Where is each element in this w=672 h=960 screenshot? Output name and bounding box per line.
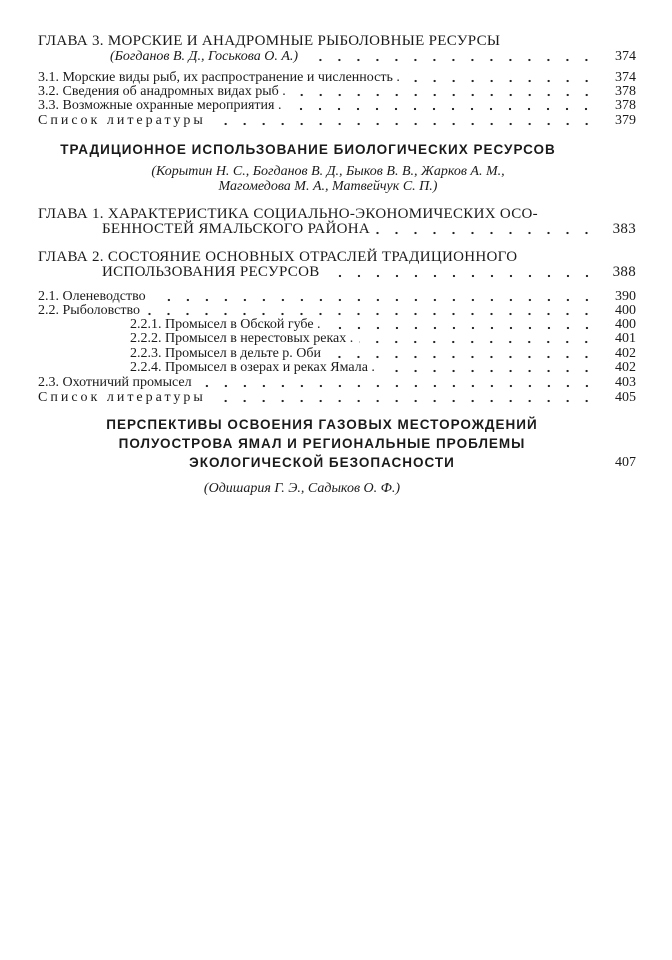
part2-title: ТРАДИЦИОННОЕ ИСПОЛЬЗОВАНИЕ БИОЛОГИЧЕСКИХ РЕСУРСОВ bbox=[60, 142, 556, 157]
ch1-title-1: ГЛАВА 1. ХАРАКТЕРИСТИКА СОЦИАЛЬНО-ЭКОНОМИЧЕСКИХ ОСО- bbox=[38, 206, 538, 222]
ch2-title-2[interactable]: ИСПОЛЬЗОВАНИЯ РЕСУРСОВ 388 bbox=[102, 264, 636, 280]
part2-authors-1: (Корытин Н. С., Богданов В. Д., Быков В. В., Жарков А. М., bbox=[151, 164, 505, 179]
toc-subentry[interactable]: 2.2.3. Промысел в дельте р. Оби 402 bbox=[130, 346, 636, 361]
part3-authors: (Одишария Г. Э., Садыков О. Ф.) bbox=[203, 481, 401, 496]
dot-leader bbox=[212, 399, 596, 403]
dot-leader bbox=[212, 122, 596, 126]
toc-entry-references[interactable]: Список литературы 405 bbox=[38, 390, 636, 405]
toc-entry[interactable]: 2.1. Оленеводство 390 bbox=[38, 289, 636, 304]
part3-title-2: ПОЛУОСТРОВА ЯМАЛ И РЕГИОНАЛЬНЫЕ ПРОБЛЕМЫ bbox=[118, 436, 526, 451]
dot-leader bbox=[327, 326, 596, 330]
ch3-title: ГЛАВА 3. МОРСКИЕ И АНАДРОМНЫЕ РЫБОЛОВНЫЕ РЕСУРСЫ bbox=[38, 33, 501, 49]
dot-leader bbox=[304, 58, 596, 62]
dot-leader bbox=[359, 340, 596, 344]
part2-authors-2: Магомедова М. А., Матвейчук С. П.) bbox=[218, 179, 438, 194]
dot-leader bbox=[152, 298, 596, 302]
toc-entry-references[interactable]: Список литературы 379 bbox=[38, 113, 636, 128]
dot-leader bbox=[146, 312, 596, 316]
toc-subentry[interactable]: 2.2.1. Промысел в Обской губе . 400 bbox=[130, 317, 636, 332]
ch2-title-1: ГЛАВА 2. СОСТОЯНИЕ ОСНОВНЫХ ОТРАСЛЕЙ ТРАДИЦИОННОГО bbox=[38, 249, 518, 265]
toc-entry[interactable]: 3.3. Возможные охранные мероприятия . 378 bbox=[38, 98, 636, 113]
toc-entry[interactable]: 3.1. Морские виды рыб, их распространение и численность . 374 bbox=[38, 70, 636, 85]
ch1-title-2[interactable]: БЕННОСТЕЙ ЯМАЛЬСКОГО РАЙОНА 383 bbox=[102, 221, 636, 237]
toc-subentry[interactable]: 2.2.2. Промысел в нерестовых реках . 401 bbox=[130, 331, 636, 346]
toc-subentry[interactable]: 2.2.4. Промысел в озерах и реках Ямала . 402 bbox=[130, 360, 636, 375]
dot-leader bbox=[326, 274, 596, 278]
ch3-authors: (Богданов В. Д., Госькова О. А.) bbox=[110, 49, 299, 64]
dot-leader bbox=[327, 355, 596, 359]
dot-leader bbox=[292, 93, 596, 97]
page-number: 383 bbox=[612, 221, 636, 237]
part3-title-3: ЭКОЛОГИЧЕСКОЙ БЕЗОПАСНОСТИ bbox=[189, 455, 455, 470]
dot-leader bbox=[381, 369, 596, 373]
dot-leader bbox=[376, 231, 596, 235]
toc-entry[interactable]: 2.2. Рыболовство 400 bbox=[38, 303, 636, 318]
toc-entry[interactable]: 3.2. Сведения об анадромных видах рыб . 378 bbox=[38, 84, 636, 99]
dot-leader bbox=[198, 384, 596, 388]
dot-leader bbox=[287, 107, 596, 111]
page-number: 374 bbox=[615, 49, 636, 64]
page-number: 388 bbox=[612, 264, 636, 280]
ch3-authors-row[interactable] bbox=[110, 49, 636, 64]
toc-entry[interactable]: 2.3. Охотничий промысел 403 bbox=[38, 375, 636, 390]
dot-leader bbox=[406, 79, 596, 83]
part3-page-number[interactable]: 407 bbox=[615, 455, 636, 470]
part3-title-1: ПЕРСПЕКТИВЫ ОСВОЕНИЯ ГАЗОВЫХ МЕСТОРОЖДЕНИЙ bbox=[106, 417, 538, 432]
